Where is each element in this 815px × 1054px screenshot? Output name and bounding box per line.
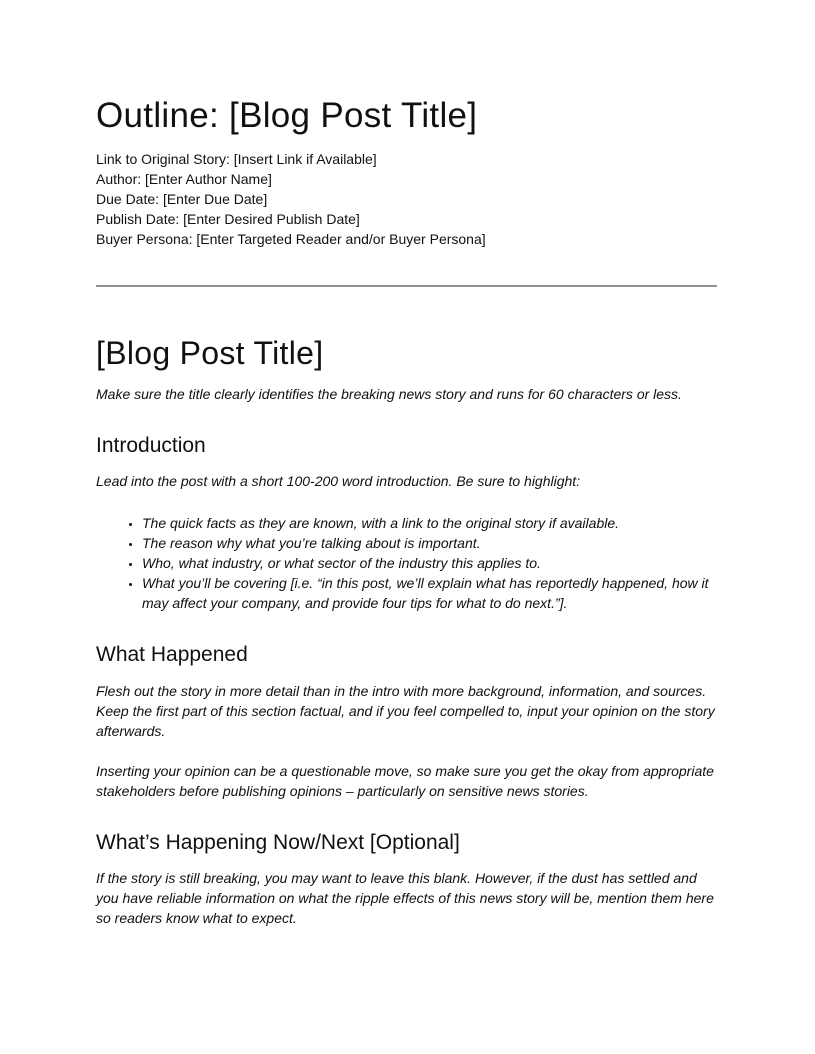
post-title: [Blog Post Title] (96, 334, 324, 371)
post-title-guidance: Make sure the title clearly identifies the breaking news story and runs for 60 characters or less. (96, 386, 682, 403)
meta-label: Link to Original Story: (96, 150, 230, 167)
meta-value: [Enter Targeted Reader and/or Buyer Persona] (196, 230, 486, 247)
meta-label: Due Date: (96, 190, 160, 207)
meta-line-buyer-persona (96, 229, 717, 249)
outline-title: Outline: [Blog Post Title] (96, 96, 478, 135)
meta-line-author (96, 169, 717, 189)
section-heading-what-happened: What Happened (96, 643, 248, 667)
meta-value: [Enter Author Name] (145, 170, 272, 187)
introduction-guidance: Lead into the post with a short 100-200 word introduction. Be sure to highlight: (96, 473, 581, 490)
meta-value: [Enter Due Date] (162, 190, 268, 207)
section-divider (96, 285, 717, 287)
meta-label: Publish Date: (96, 210, 180, 227)
section-heading-whats-happening-now-next: What’s Happening Now/Next [Optional] (96, 830, 460, 854)
what-happened-guidance-2: Inserting your opinion can be a questionable move, so make sure you get the okay from appropriate stakeholders before publishing opinions – particularly on sensitive news stories. (96, 762, 714, 799)
meta-label: Author: (96, 170, 142, 187)
meta-line-due-date (96, 189, 717, 209)
meta-line-original-story (96, 149, 717, 169)
meta-value: [Insert Link if Available] (233, 150, 377, 167)
list-item: • What you’ll be covering [i.e. “in this post, we’ll explain what has reportedly happened, how it may affect your company, and provide four tips for what to do next.”]. (142, 573, 717, 613)
introduction-bullet-list (96, 513, 717, 613)
whats-happening-guidance: If the story is still breaking, you may want to leave this blank. However, if the dust has settled and you have reliable information on what the ripple effects of this news story will be, mention them here so readers know what to expect. (96, 869, 714, 926)
meta-value: [Enter Desired Publish Date] (183, 210, 360, 227)
meta-label: Buyer Persona: (96, 230, 193, 247)
section-heading-introduction: Introduction (96, 434, 206, 458)
document-page (96, 0, 717, 928)
list-item: • The quick facts as they are known, with a link to the original story if available. (142, 513, 717, 533)
list-item: • The reason why what you’re talking about is important. (142, 533, 717, 553)
list-item: • Who, what industry, or what sector of the industry this applies to. (142, 553, 717, 573)
what-happened-guidance-1: Flesh out the story in more detail than in the intro with more background, information, and sources. Keep the first part of this section factual, and if you feel compelled to, input your opinion on the story afterwards. (96, 682, 715, 739)
meta-block (96, 149, 717, 249)
meta-line-publish-date (96, 209, 717, 229)
